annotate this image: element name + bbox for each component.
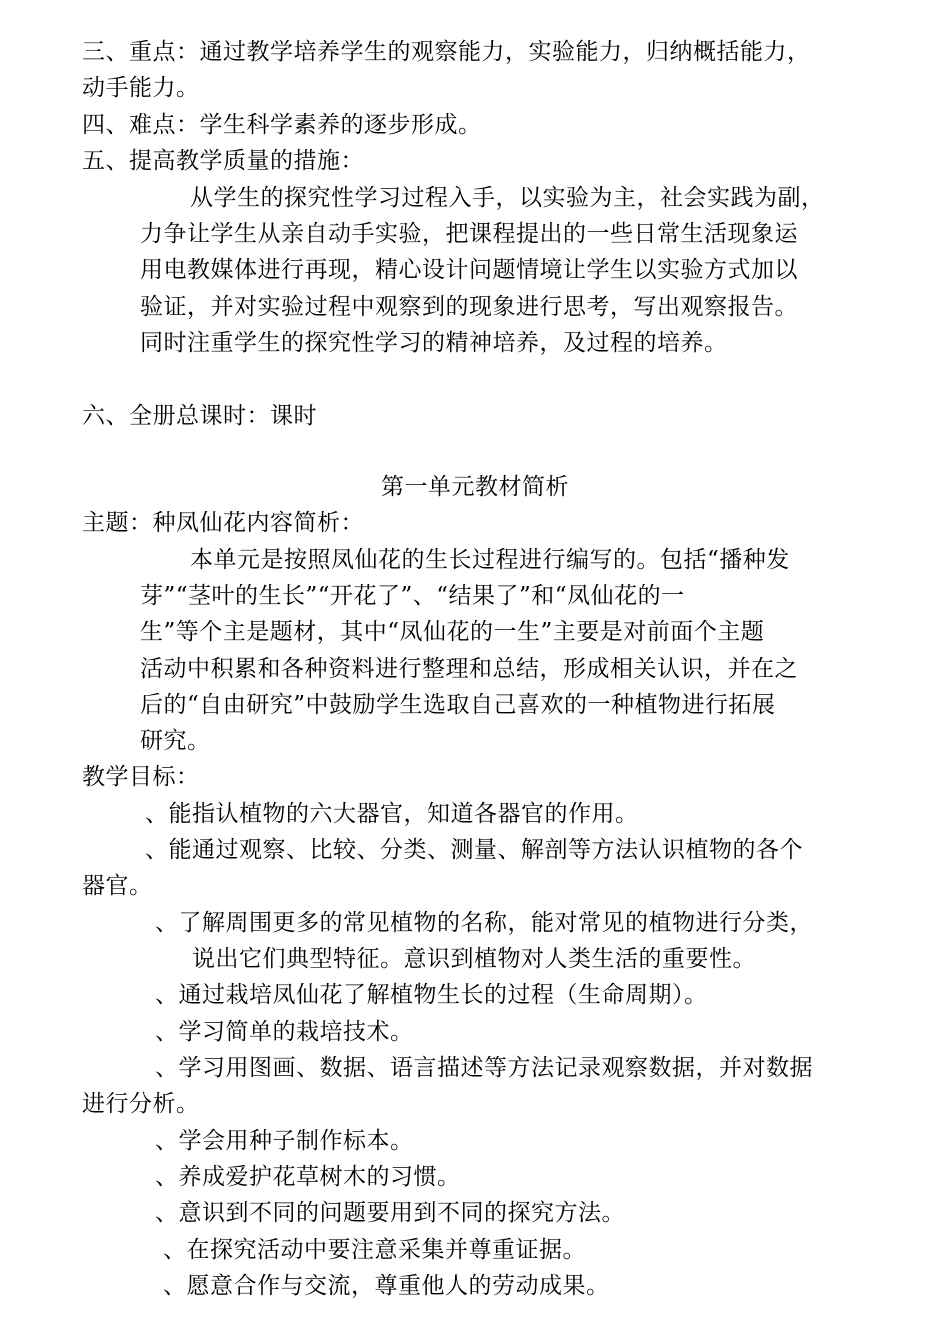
key-points-line-cont: 动手能力。	[82, 75, 200, 101]
objective-item-2: 、能通过观察、比较、分类、测量、解剖等方法认识植物的各个	[145, 837, 803, 863]
total-hours-line: 六、全册总课时：课时	[82, 403, 317, 429]
objective-item-1: 、能指认植物的六大器官，知道各器官的作用。	[145, 801, 639, 827]
analysis-paragraph-line-5: 后的“自由研究”中鼓励学生选取自己喜欢的一种植物进行拓展	[140, 692, 776, 718]
objectives-heading: 教学目标：	[82, 764, 200, 790]
measures-paragraph-line-5: 同时注重学生的探究性学习的精神培养，及过程的培养。	[140, 330, 728, 356]
objective-item-6: 、学习用图画、数据、语言描述等方法记录观察数据，并对数据	[155, 1055, 813, 1081]
measures-paragraph-line-2: 力争让学生从亲自动手实验，把课程提出的一些日常生活现象运	[140, 221, 798, 247]
analysis-paragraph-line-4: 活动中积累和各种资料进行整理和总结，形成相关认识，并在之	[140, 656, 798, 682]
analysis-paragraph-line-6: 研究。	[140, 728, 211, 754]
objective-item-2-cont: 器官。	[82, 873, 153, 899]
objective-item-4: 、通过栽培凤仙花了解植物生长的过程（生命周期）。	[155, 982, 708, 1008]
objective-item-3: 、了解周围更多的常见植物的名称，能对常见的植物进行分类，	[155, 910, 813, 936]
measures-heading: 五、提高教学质量的措施：	[82, 148, 364, 174]
analysis-paragraph-line-3: 生”等个主是题材，其中“凤仙花的一生”主要是对前面个主题	[140, 619, 765, 645]
objective-item-5: 、学习简单的栽培技术。	[155, 1019, 414, 1045]
theme-line: 主题：种凤仙花内容简析：	[82, 510, 364, 536]
difficulty-line: 四、难点：学生科学素养的逐步形成。	[82, 112, 482, 138]
measures-paragraph-line-3: 用电教媒体进行再现，精心设计问题情境让学生以实验方式加以	[140, 257, 798, 283]
objective-item-6-cont: 进行分析。	[82, 1091, 200, 1117]
objective-item-9: 、意识到不同的问题要用到不同的探究方法。	[155, 1200, 625, 1226]
objective-item-11: 、愿意合作与交流，尊重他人的劳动成果。	[163, 1273, 610, 1299]
objective-item-3-cont: 说出它们典型特征。意识到植物对人类生活的重要性。	[192, 946, 756, 972]
objective-item-10: 、在探究活动中要注意采集并尊重证据。	[163, 1237, 586, 1263]
measures-paragraph-line-1: 从学生的探究性学习过程入手，以实验为主，社会实践为副，	[190, 185, 825, 211]
objective-item-8: 、养成爱护花草树木的习惯。	[155, 1164, 461, 1190]
unit-title: 第一单元教材简析	[381, 474, 569, 500]
objective-item-7: 、学会用种子制作标本。	[155, 1128, 414, 1154]
analysis-paragraph-line-1: 本单元是按照凤仙花的生长过程进行编写的。包括“播种发	[190, 547, 790, 573]
analysis-paragraph-line-2: 芽”“茎叶的生长”“开花了”、“结果了”和“凤仙花的一	[140, 583, 685, 609]
measures-paragraph-line-4: 验证，并对实验过程中观察到的现象进行思考，写出观察报告。	[140, 294, 798, 320]
key-points-line: 三、重点：通过教学培养学生的观察能力，实验能力，归纳概括能力，	[82, 39, 811, 65]
